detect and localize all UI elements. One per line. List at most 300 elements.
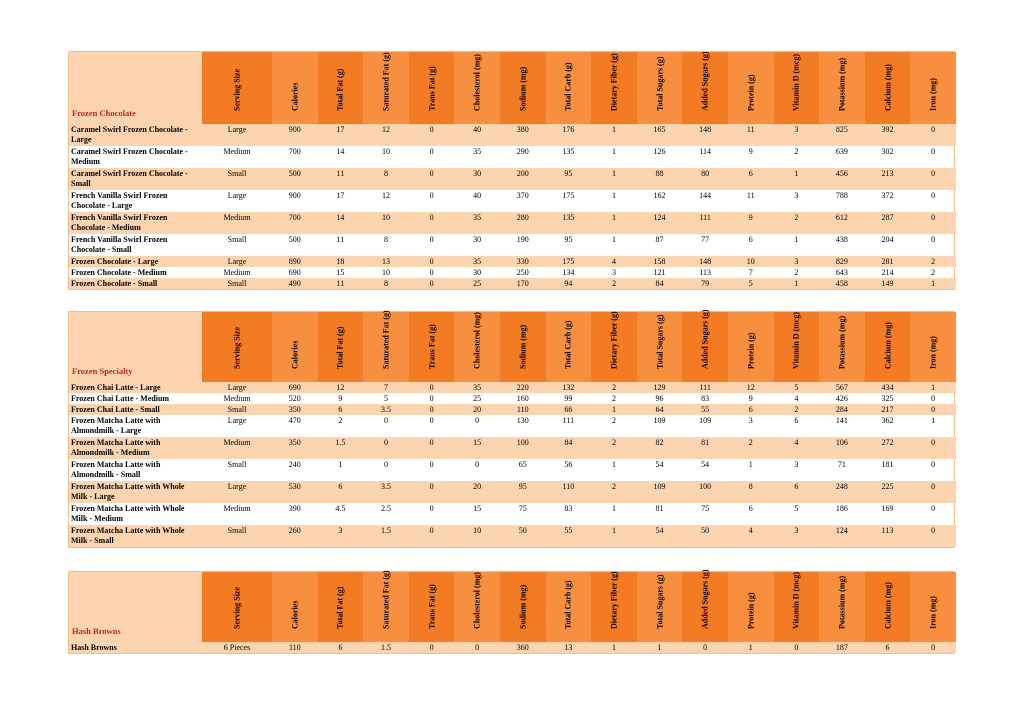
- nutrient-value-cell: 0: [383, 416, 388, 425]
- nutrient-value-cell: 3.5: [363, 404, 409, 415]
- column-header-label: Iron (mg): [928, 336, 938, 369]
- column-header: [728, 312, 774, 382]
- column-header: [637, 52, 683, 124]
- table-row: [69, 190, 956, 212]
- nutrient-value-cell: 350: [272, 437, 318, 459]
- column-header-wrap: [500, 572, 546, 642]
- nutrient-value-cell: 96: [655, 394, 664, 403]
- nutrient-value-cell: 83: [701, 394, 710, 403]
- nutrient-value-cell: 121: [653, 268, 666, 277]
- serving-size-cell: Medium: [223, 268, 251, 277]
- nutrient-value-cell: 0: [429, 460, 434, 469]
- nutrient-value-cell: 3: [774, 124, 820, 146]
- nutrient-value-cell: 149: [865, 278, 911, 289]
- nutrient-value-cell: 0: [429, 268, 434, 277]
- product-name: Caramel Swirl Frozen Chocolate - Medium: [71, 147, 188, 166]
- nutrient-value-cell: 458: [819, 278, 865, 289]
- product-name: French Vanilla Swirl Frozen Chocolate - Small: [71, 235, 168, 254]
- column-header-wrap: [318, 312, 364, 382]
- nutrient-value-cell: 55: [682, 404, 728, 415]
- nutrient-value-cell: 372: [881, 191, 894, 200]
- column-header-wrap: [819, 52, 865, 124]
- column-header-wrap: [409, 572, 455, 642]
- column-header-wrap: [546, 312, 592, 382]
- nutrient-value-cell: 12: [728, 382, 774, 393]
- column-header: [591, 52, 637, 124]
- column-header: [363, 312, 409, 382]
- column-header: [637, 572, 683, 642]
- column-header-label: Trans Fat (g): [427, 66, 437, 111]
- column-header: [819, 312, 865, 382]
- nutrient-value-cell: 3: [794, 460, 799, 469]
- nutrient-value-cell: 2: [774, 404, 820, 415]
- product-name: Frozen Chai Latte - Large: [69, 382, 202, 393]
- serving-size-cell: Small: [227, 460, 247, 469]
- nutrient-value-cell: 14: [318, 212, 364, 234]
- column-header-label: Calcium (mg): [883, 582, 893, 629]
- nutrient-value-cell: 272: [865, 437, 911, 459]
- nutrient-value-cell: 1: [931, 416, 936, 425]
- product-name: Frozen Chocolate - Large: [69, 256, 202, 267]
- nutrient-value-cell: 900: [272, 124, 318, 146]
- nutrient-value-cell: 438: [835, 235, 848, 244]
- column-header: [202, 52, 272, 124]
- nutrient-value-cell: 162: [653, 191, 666, 200]
- nutrient-value-cell: 75: [701, 504, 710, 513]
- nutrient-value-cell: 110: [272, 642, 318, 653]
- nutrient-value-cell: 50: [682, 525, 728, 547]
- nutrient-value-cell: 11: [318, 168, 364, 190]
- nutrient-value-cell: 0: [363, 437, 409, 459]
- nutrient-value-cell: 3.5: [363, 481, 409, 503]
- column-header-label: Iron (mg): [928, 596, 938, 629]
- nutrient-value-cell: 2: [794, 147, 799, 156]
- column-header-label: Trans Fat (g): [427, 324, 437, 369]
- nutrient-value-cell: 250: [516, 268, 529, 277]
- nutrient-value-cell: 0: [429, 191, 434, 200]
- nutrient-value-cell: 2: [591, 382, 637, 393]
- column-header-label: Added Sugars (g): [700, 51, 710, 111]
- nutrient-value-cell: 900: [288, 191, 301, 200]
- nutrient-value-cell: 110: [500, 404, 546, 415]
- nutrient-value-cell: 788: [835, 191, 848, 200]
- nutrient-value-cell: 169: [881, 504, 894, 513]
- product-name: Frozen Chai Latte - Small: [69, 404, 202, 415]
- nutrient-value-cell: 2: [591, 437, 637, 459]
- section-header-cell: [69, 572, 202, 642]
- product-name: Frozen Matcha Latte with Whole Milk - Medium: [71, 504, 185, 523]
- column-header-label: Serving Size: [232, 587, 242, 629]
- table-row: [69, 481, 956, 503]
- nutrient-value-cell: 6: [794, 416, 799, 425]
- column-header: [409, 312, 455, 382]
- column-header: [202, 572, 272, 642]
- column-header-label: Calories: [290, 82, 300, 111]
- nutrient-value-cell: 0: [931, 147, 936, 156]
- section-title: Hash Browns: [72, 626, 121, 636]
- nutrient-value-cell: 0: [409, 525, 455, 547]
- nutrient-value-cell: 0: [682, 642, 728, 653]
- column-header-wrap: [500, 312, 546, 382]
- column-header: [272, 572, 318, 642]
- nutrient-value-cell: 10: [363, 212, 409, 234]
- nutrient-value-cell: 82: [637, 437, 683, 459]
- nutrient-value-cell: 1: [591, 212, 637, 234]
- column-header: [682, 309, 728, 382]
- column-header-label: Cholesterol (mg): [472, 312, 482, 369]
- column-header: [774, 312, 820, 382]
- section-header-cell: [69, 312, 202, 382]
- table-row: [69, 146, 956, 168]
- column-header: [682, 52, 728, 124]
- nutrient-value-cell: 3: [318, 525, 364, 547]
- nutrient-value-cell: 2: [794, 268, 799, 277]
- nutrient-value-cell: 330: [500, 256, 546, 267]
- nutrient-value-cell: 0: [910, 525, 956, 547]
- column-header: [591, 312, 637, 382]
- nutrient-value-cell: 100: [682, 481, 728, 503]
- nutrient-value-cell: 290: [516, 147, 529, 156]
- nutrient-value-cell: 75: [518, 504, 527, 513]
- nutrient-value-cell: 0: [910, 404, 956, 415]
- column-header: [910, 572, 956, 642]
- column-header: [865, 312, 911, 382]
- column-header: [774, 572, 820, 642]
- section-hash-browns: [68, 571, 955, 654]
- column-header-label: Protein (g): [746, 592, 756, 629]
- column-header-wrap: [728, 52, 774, 124]
- nutrient-value-cell: 6: [318, 481, 364, 503]
- column-header: [546, 572, 592, 642]
- section-frozen-chocolate: [68, 51, 955, 290]
- column-header: [202, 312, 272, 382]
- nutrient-value-cell: 144: [699, 191, 712, 200]
- column-header-label: Calcium (mg): [883, 64, 893, 111]
- serving-size-cell: Large: [202, 256, 272, 267]
- column-header-wrap: [591, 52, 637, 124]
- nutrient-value-cell: 500: [272, 168, 318, 190]
- product-name: Frozen Matcha Latte with Almondmilk - Small: [71, 460, 161, 479]
- column-header: [500, 572, 546, 642]
- table-row: [69, 459, 956, 481]
- nutrient-value-cell: 30: [454, 168, 500, 190]
- nutrient-value-cell: 54: [655, 460, 664, 469]
- serving-size-cell: Small: [202, 525, 272, 547]
- column-header-label: Total Fat (g): [335, 68, 345, 111]
- column-header-label: Sodium (mg): [518, 324, 528, 369]
- table-row: [69, 503, 956, 525]
- nutrient-value-cell: 13: [363, 256, 409, 267]
- nutrient-value-cell: 9: [748, 147, 753, 156]
- nutrient-value-cell: 2: [931, 268, 936, 277]
- nutrient-value-cell: 109: [653, 416, 666, 425]
- column-header-label: Calcium (mg): [883, 322, 893, 369]
- nutrient-value-cell: 94: [546, 278, 592, 289]
- column-header-label: Dietary Fiber (g): [609, 571, 619, 629]
- nutrient-value-cell: 280: [500, 212, 546, 234]
- nutrient-value-cell: 106: [819, 437, 865, 459]
- column-header-wrap: [774, 572, 820, 642]
- nutrient-value-cell: 360: [500, 642, 546, 653]
- nutrient-value-cell: 1: [748, 460, 753, 469]
- nutrient-value-cell: 1: [910, 382, 956, 393]
- column-header: [865, 52, 911, 124]
- column-header: [318, 572, 364, 642]
- nutrient-value-cell: 35: [454, 382, 500, 393]
- nutrient-value-cell: 287: [865, 212, 911, 234]
- nutrient-value-cell: 87: [655, 235, 664, 244]
- nutrient-value-cell: 0: [429, 504, 434, 513]
- nutrient-value-cell: 3: [611, 268, 616, 277]
- product-name: Frozen Matcha Latte with Whole Milk - Small: [69, 525, 202, 547]
- column-header: [819, 52, 865, 124]
- nutrient-value-cell: 54: [637, 525, 683, 547]
- nutrient-value-cell: 470: [288, 416, 301, 425]
- nutrient-value-cell: 0: [931, 394, 936, 403]
- table-row: [69, 393, 956, 404]
- product-name: Caramel Swirl Frozen Chocolate - Small: [69, 168, 202, 190]
- nutrient-value-cell: 567: [819, 382, 865, 393]
- nutrient-value-cell: 370: [516, 191, 529, 200]
- column-header-wrap: [202, 312, 272, 382]
- nutrient-value-cell: 148: [682, 256, 728, 267]
- nutrient-value-cell: 54: [701, 460, 710, 469]
- nutrient-value-cell: 0: [774, 642, 820, 653]
- nutrient-value-cell: 281: [865, 256, 911, 267]
- nutrient-value-cell: 220: [500, 382, 546, 393]
- column-header-wrap: [819, 312, 865, 382]
- nutrient-value-cell: 0: [383, 460, 388, 469]
- nutrient-value-cell: 6: [748, 504, 753, 513]
- nutrient-value-cell: 35: [454, 212, 500, 234]
- table-row: [69, 168, 956, 190]
- column-header-label: Cholesterol (mg): [472, 54, 482, 111]
- column-header-wrap: [454, 52, 500, 124]
- column-header-label: Total Sugars (g): [655, 574, 665, 629]
- nutrient-value-cell: 10: [381, 268, 390, 277]
- column-header-label: Calories: [290, 340, 300, 369]
- column-header-label: Total Carb (g): [563, 62, 573, 111]
- product-name: Frozen Chocolate - Small: [69, 278, 202, 289]
- product-name: Frozen Chocolate - Medium: [71, 268, 167, 277]
- nutrient-value-cell: 35: [473, 147, 482, 156]
- nutrient-value-cell: 2: [591, 278, 637, 289]
- nutrient-value-cell: 8: [363, 278, 409, 289]
- column-header-wrap: [774, 312, 820, 382]
- column-header-wrap: [409, 312, 455, 382]
- column-header-label: Dietary Fiber (g): [609, 53, 619, 111]
- nutrient-value-cell: 20: [454, 404, 500, 415]
- nutrient-value-cell: 0: [910, 212, 956, 234]
- nutrient-value-cell: 1: [611, 504, 616, 513]
- column-header-wrap: [363, 52, 409, 124]
- nutrient-value-cell: 2: [338, 416, 343, 425]
- nutrient-value-cell: 11: [746, 191, 755, 200]
- nutrient-value-cell: 160: [516, 394, 529, 403]
- nutrient-value-cell: 20: [454, 481, 500, 503]
- nutrient-value-cell: 392: [865, 124, 911, 146]
- column-header-wrap: [272, 52, 318, 124]
- nutrient-value-cell: 1: [774, 278, 820, 289]
- table-row: [69, 267, 956, 278]
- nutrient-value-cell: 56: [564, 460, 573, 469]
- column-header-label: Sodium (mg): [518, 584, 528, 629]
- nutrient-value-cell: 6: [728, 168, 774, 190]
- nutrient-value-cell: 4: [774, 437, 820, 459]
- nutrient-value-cell: 426: [835, 394, 848, 403]
- column-header-wrap: [774, 52, 820, 124]
- column-header-wrap: [728, 572, 774, 642]
- table-row: [69, 256, 956, 267]
- column-header-label: Iron (mg): [928, 78, 938, 111]
- nutrient-value-cell: 11: [728, 124, 774, 146]
- column-header-wrap: [910, 572, 956, 642]
- column-header-wrap: [318, 572, 364, 642]
- column-header: [591, 572, 637, 642]
- nutrient-value-cell: 5: [774, 382, 820, 393]
- nutrient-value-cell: 77: [701, 235, 710, 244]
- column-header-label: Saturated Fat (g): [381, 570, 391, 629]
- nutrient-value-cell: 81: [682, 437, 728, 459]
- header-row: [69, 572, 956, 642]
- nutrient-value-cell: 88: [637, 168, 683, 190]
- column-header: [865, 572, 911, 642]
- nutrient-value-cell: 11: [336, 235, 345, 244]
- nutrient-value-cell: 165: [637, 124, 683, 146]
- table-row: [69, 278, 956, 289]
- nutrient-value-cell: 2: [728, 437, 774, 459]
- column-header-label: Total Carb (g): [563, 580, 573, 629]
- header-row: [69, 52, 956, 124]
- nutrient-value-cell: 66: [546, 404, 592, 415]
- nutrient-value-cell: 520: [288, 394, 301, 403]
- serving-size-cell: Medium: [223, 147, 251, 156]
- column-header-wrap: [546, 52, 592, 124]
- nutrient-value-cell: 1: [611, 147, 616, 156]
- product-name: French Vanilla Swirl Frozen Chocolate - Medium: [69, 212, 202, 234]
- column-header-label: Trans Fat (g): [427, 584, 437, 629]
- nutrient-value-cell: 2.5: [380, 504, 391, 513]
- table-row: [69, 234, 956, 256]
- section-title: Frozen Chocolate: [72, 108, 136, 118]
- column-header-wrap: [454, 572, 500, 642]
- serving-size-cell: Medium: [202, 212, 272, 234]
- nutrient-value-cell: 12: [318, 382, 364, 393]
- column-header: [500, 312, 546, 382]
- column-header-wrap: [546, 572, 592, 642]
- nutrient-value-cell: 134: [562, 268, 575, 277]
- product-name: Hash Browns: [69, 642, 202, 653]
- column-header: [819, 572, 865, 642]
- nutrient-value-cell: 643: [835, 268, 848, 277]
- nutrient-value-cell: 390: [288, 504, 301, 513]
- nutrient-value-cell: 5: [728, 278, 774, 289]
- nutrient-value-cell: 0: [931, 235, 936, 244]
- column-header-label: Total Fat (g): [335, 326, 345, 369]
- column-header-label: Added Sugars (g): [700, 569, 710, 629]
- nutrient-value-cell: 5: [383, 394, 388, 403]
- column-header-label: Added Sugars (g): [700, 309, 710, 369]
- column-header: [272, 52, 318, 124]
- nutrient-value-cell: 114: [699, 147, 711, 156]
- nutrient-value-cell: 99: [564, 394, 573, 403]
- nutrient-value-cell: 0: [409, 437, 455, 459]
- nutrition-table: [69, 52, 956, 289]
- nutrient-value-cell: 829: [819, 256, 865, 267]
- nutrient-value-cell: 129: [637, 382, 683, 393]
- nutrient-value-cell: 0: [931, 191, 936, 200]
- nutrient-value-cell: 0: [910, 168, 956, 190]
- header-row: [69, 312, 956, 382]
- nutrient-value-cell: 18: [318, 256, 364, 267]
- nutrient-value-cell: 15: [454, 437, 500, 459]
- nutrient-value-cell: 5: [794, 504, 799, 513]
- column-header: [272, 312, 318, 382]
- nutrient-value-cell: 2: [611, 416, 616, 425]
- column-header-wrap: [409, 52, 455, 124]
- column-header: [546, 52, 592, 124]
- column-header-label: Potassium (mg): [837, 57, 847, 111]
- product-name: Frozen Chai Latte - Medium: [71, 394, 170, 403]
- nutrient-value-cell: 10: [728, 256, 774, 267]
- nutrient-value-cell: 9: [748, 394, 753, 403]
- nutrient-value-cell: 175: [562, 191, 575, 200]
- column-header: [500, 52, 546, 124]
- nutrient-value-cell: 1: [794, 235, 799, 244]
- column-header-wrap: [272, 572, 318, 642]
- column-header-label: Potassium (mg): [837, 315, 847, 369]
- nutrient-value-cell: 217: [865, 404, 911, 415]
- nutrient-value-cell: 187: [819, 642, 865, 653]
- nutrient-value-cell: 113: [699, 268, 711, 277]
- nutrient-value-cell: 0: [454, 642, 500, 653]
- nutrient-value-cell: 135: [546, 212, 592, 234]
- nutrient-value-cell: 0: [429, 235, 434, 244]
- column-header: [363, 572, 409, 642]
- nutrient-value-cell: 50: [500, 525, 546, 547]
- nutrient-value-cell: 111: [562, 416, 575, 425]
- nutrient-value-cell: 9: [728, 212, 774, 234]
- column-header: [409, 572, 455, 642]
- nutrient-value-cell: 95: [564, 235, 573, 244]
- serving-size-cell: Large: [202, 382, 272, 393]
- nutrient-value-cell: 40: [473, 191, 482, 200]
- column-header-wrap: [682, 309, 728, 382]
- nutrition-table: [69, 309, 956, 547]
- nutrient-value-cell: 1.5: [363, 525, 409, 547]
- column-header-wrap: [865, 572, 911, 642]
- nutrient-value-cell: 1: [591, 404, 637, 415]
- nutrient-value-cell: 2: [611, 394, 616, 403]
- table-row: [69, 437, 956, 459]
- section-frozen-specialty: [68, 311, 955, 548]
- nutrient-value-cell: 0: [429, 416, 434, 425]
- nutrient-value-cell: 13: [546, 642, 592, 653]
- nutrient-value-cell: 284: [819, 404, 865, 415]
- nutrient-value-cell: 0: [409, 382, 455, 393]
- column-header: [682, 569, 728, 642]
- nutrition-table: [69, 569, 956, 653]
- column-header-wrap: [637, 312, 683, 382]
- nutrient-value-cell: 612: [819, 212, 865, 234]
- nutrient-value-cell: 0: [910, 124, 956, 146]
- nutrient-value-cell: 500: [288, 235, 301, 244]
- nutrient-value-cell: 3: [774, 525, 820, 547]
- nutrient-value-cell: 113: [865, 525, 911, 547]
- column-header-wrap: [591, 312, 637, 382]
- column-header-label: Total Sugars (g): [655, 56, 665, 111]
- nutrient-value-cell: 0: [409, 212, 455, 234]
